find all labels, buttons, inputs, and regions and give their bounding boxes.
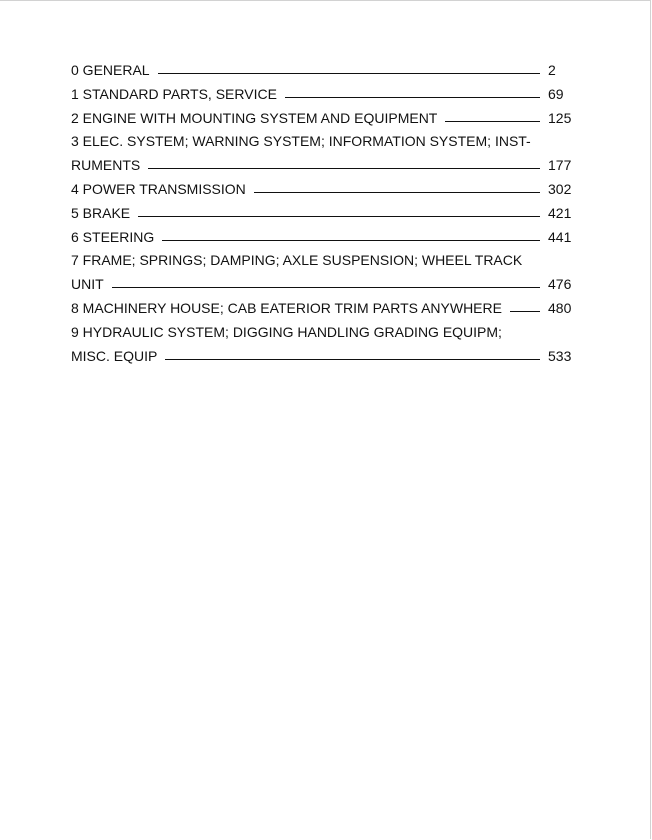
toc-leader-line [162, 240, 540, 241]
toc-page-number: 480 [548, 299, 572, 316]
toc-leader-line [165, 359, 540, 360]
toc-leader-line [254, 192, 540, 193]
toc-entry-title: 9 HYDRAULIC SYSTEM; DIGGING HANDLING GRADING EQUIPM; [71, 323, 502, 340]
toc-entry-7-frame-line2[interactable] [71, 273, 571, 297]
toc-entry-title: 7 FRAME; SPRINGS; DAMPING; AXLE SUSPENSION; WHEEL TRACK [71, 252, 523, 269]
toc-entry-8-machinery-house[interactable] [71, 297, 571, 321]
toc-entry-title: 6 STEERING [71, 228, 155, 245]
toc-leader-line [285, 97, 540, 98]
toc-page-number: 69 [548, 85, 564, 102]
toc-page-number: 421 [548, 204, 572, 221]
table-of-contents [71, 59, 571, 368]
toc-page-number: 177 [548, 157, 572, 174]
toc-entry-4-power-transmission[interactable] [71, 178, 571, 202]
toc-leader-line [445, 121, 540, 122]
toc-entry-title: 3 ELEC. SYSTEM; WARNING SYSTEM; INFORMATION SYSTEM; INST- [71, 133, 531, 150]
toc-page-number: 533 [548, 347, 572, 364]
toc-entry-6-steering[interactable] [71, 226, 571, 250]
toc-entry-3-elec-system-line2[interactable] [71, 154, 571, 178]
toc-leader-line [158, 73, 540, 74]
toc-entry-2-engine[interactable] [71, 107, 571, 131]
toc-entry-title-continued: UNIT [71, 276, 104, 293]
toc-leader-line [148, 168, 540, 169]
toc-entry-title: 2 ENGINE WITH MOUNTING SYSTEM AND EQUIPMENT [71, 109, 438, 126]
toc-page-number: 476 [548, 276, 572, 293]
toc-page-number: 2 [548, 62, 556, 78]
toc-entry-title-continued: MISC. EQUIP [71, 347, 158, 364]
toc-entry-3-elec-system-line1[interactable] [71, 130, 571, 154]
toc-entry-title: 5 BRAKE [71, 204, 131, 221]
toc-leader-line [138, 216, 540, 217]
toc-page-number: 302 [548, 180, 572, 197]
toc-leader-line [510, 311, 540, 312]
toc-page-number: 125 [548, 109, 572, 126]
toc-page-number: 441 [548, 228, 572, 245]
toc-entry-9-hydraulic-system-line1[interactable] [71, 321, 571, 345]
toc-entry-title: 0 GENERAL [71, 62, 150, 78]
toc-entry-title: 4 POWER TRANSMISSION [71, 180, 246, 197]
toc-entry-title: 1 STANDARD PARTS, SERVICE [71, 85, 277, 102]
toc-entry-0-general[interactable] [71, 59, 571, 83]
toc-entry-1-standard-parts[interactable] [71, 83, 571, 107]
toc-entry-7-frame-line1[interactable] [71, 249, 571, 273]
toc-entry-5-brake[interactable] [71, 202, 571, 226]
toc-leader-line [112, 287, 540, 288]
toc-entry-title-continued: RUMENTS [71, 157, 141, 174]
toc-entry-9-hydraulic-system-line2[interactable] [71, 345, 571, 369]
toc-entry-title: 8 MACHINERY HOUSE; CAB EATERIOR TRIM PARTS ANYWHERE [71, 299, 502, 316]
